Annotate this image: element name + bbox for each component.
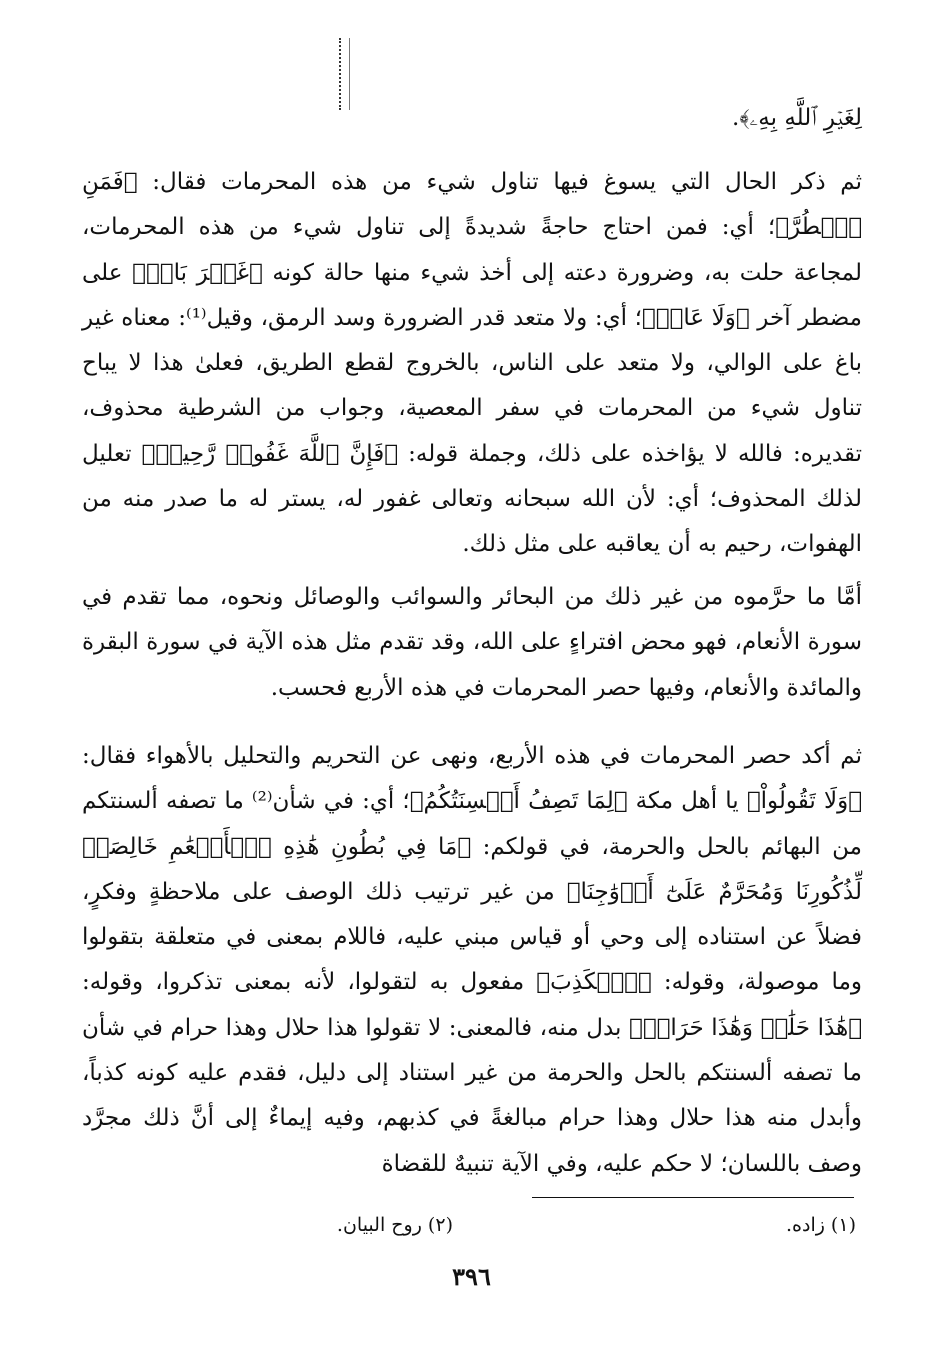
- paragraph-3: ثم أكد حصر المحرمات في هذه الأربع، ونهى عن التحريم والتحليل بالأهواء فقال: ﴿وَلَا تَقُولُواْ﴾ يا أهل مكة ﴿لِمَا تَصِفُ أَلۡسِنَتُكُمُ﴾؛ أي: في شأن⁽²⁾ ما تصفه ألسنتكم من البهائم بالحل والحرمة، في قولكم: ﴿مَا فِي بُطُونِ هَٰذِهِ ٱلۡأَنۡعَٰمِ خَالِصَةٞ لِّذُكُورِنَا وَمُحَرَّمٌ عَلَىٰٓ أَزۡوَٰجِنَا﴾ من غير ترتيب ذلك الوصف على ملاحظةٍ وفكرٍ، فضلاً عن استناده إلى وحي أو قياس مبني عليه، فاللام بمعنى في متعلقة بتقولوا وما موصولة، وقوله: ﴿ٱلۡكَذِبَ﴾ مفعول به لتقولوا، لأنه بمعنى تذكروا، وقوله: ﴿هَٰذَا حَلَٰلٞ وَهَٰذَا حَرَامٞ﴾ بدل منه، فالمعنى: لا تقولوا هذا حلال وهذا حرام في شأن ما تصفه ألسنتكم بالحل والحرمة من غير استناد إلى دليل، فقدم عليه كونه كذباً، وأبدل منه هذا حلال وهذا حرام مبالغةً في كذبهم، وفيه إيماءٌ إلى أنَّ ذلك مجرَّد وصف باللسان؛ لا حكم عليه، وفي الآية تنبيهٌ للقضاة: [82, 743, 863, 1177]
- footnote-2: (٢) روح البيان.: [336, 1214, 453, 1236]
- page-number: ٣٩٦: [452, 1262, 491, 1291]
- paragraph-2: أمَّا ما حرَّموه من غير ذلك من البحائر والسوائب والوصائل ونحوه، مما تقدم في سورة الأنعام، فهو محض افتراءٍ على الله، وقد تقدم مثل هذه الآية في سورة البقرة والمائدة والأنعام، وفيها حصر المحرمات في هذه الأربع فحسب.: [82, 584, 862, 701]
- paragraph-1: ثم ذكر الحال التي يسوغ فيها تناول شيء من هذه المحرمات فقال: ﴿فَمَنِ ٱضۡطُرَّ﴾؛ أي: فمن احتاج حاجةً شديدةً إلى تناول شيء من هذه المحرمات، لمجاعة حلت به، وضرورة دعته إلى أخذ شيء منها حالة كونه ﴿غَيۡرَ بَاغٖ﴾ على مضطر آخر ﴿وَلَا عَادٖ﴾؛ أي: ولا متعد قدر الضرورة وسد الرمق، وقيل⁽¹⁾: معناه غير باغ على الوالي، ولا متعد على الناس، بالخروج لقطع الطريق، فعلىٰ هذا لا يباح تناول شيء من المحرمات في سفر المعصية، وجواب من الشرطية محذوف، تقديره: فالله لا يؤاخذه على ذلك، وجملة قوله: ﴿فَإِنَّ ٱللَّهَ غَفُورٞ رَّحِيمٞ﴾ تعليل لذلك المحذوف؛ أي: لأن الله سبحانه وتعالى غفور له، يستر له ما صدر منه من الهفوات، رحيم به أن يعاقبه على مثل ذلك.: [82, 169, 863, 558]
- continuation-line: لِغَيۡرِ ٱللَّهِ بِهِۦ﴾.: [732, 105, 862, 131]
- footnote-1: (١) زاده.: [785, 1214, 856, 1236]
- footnote-divider: [532, 1197, 854, 1198]
